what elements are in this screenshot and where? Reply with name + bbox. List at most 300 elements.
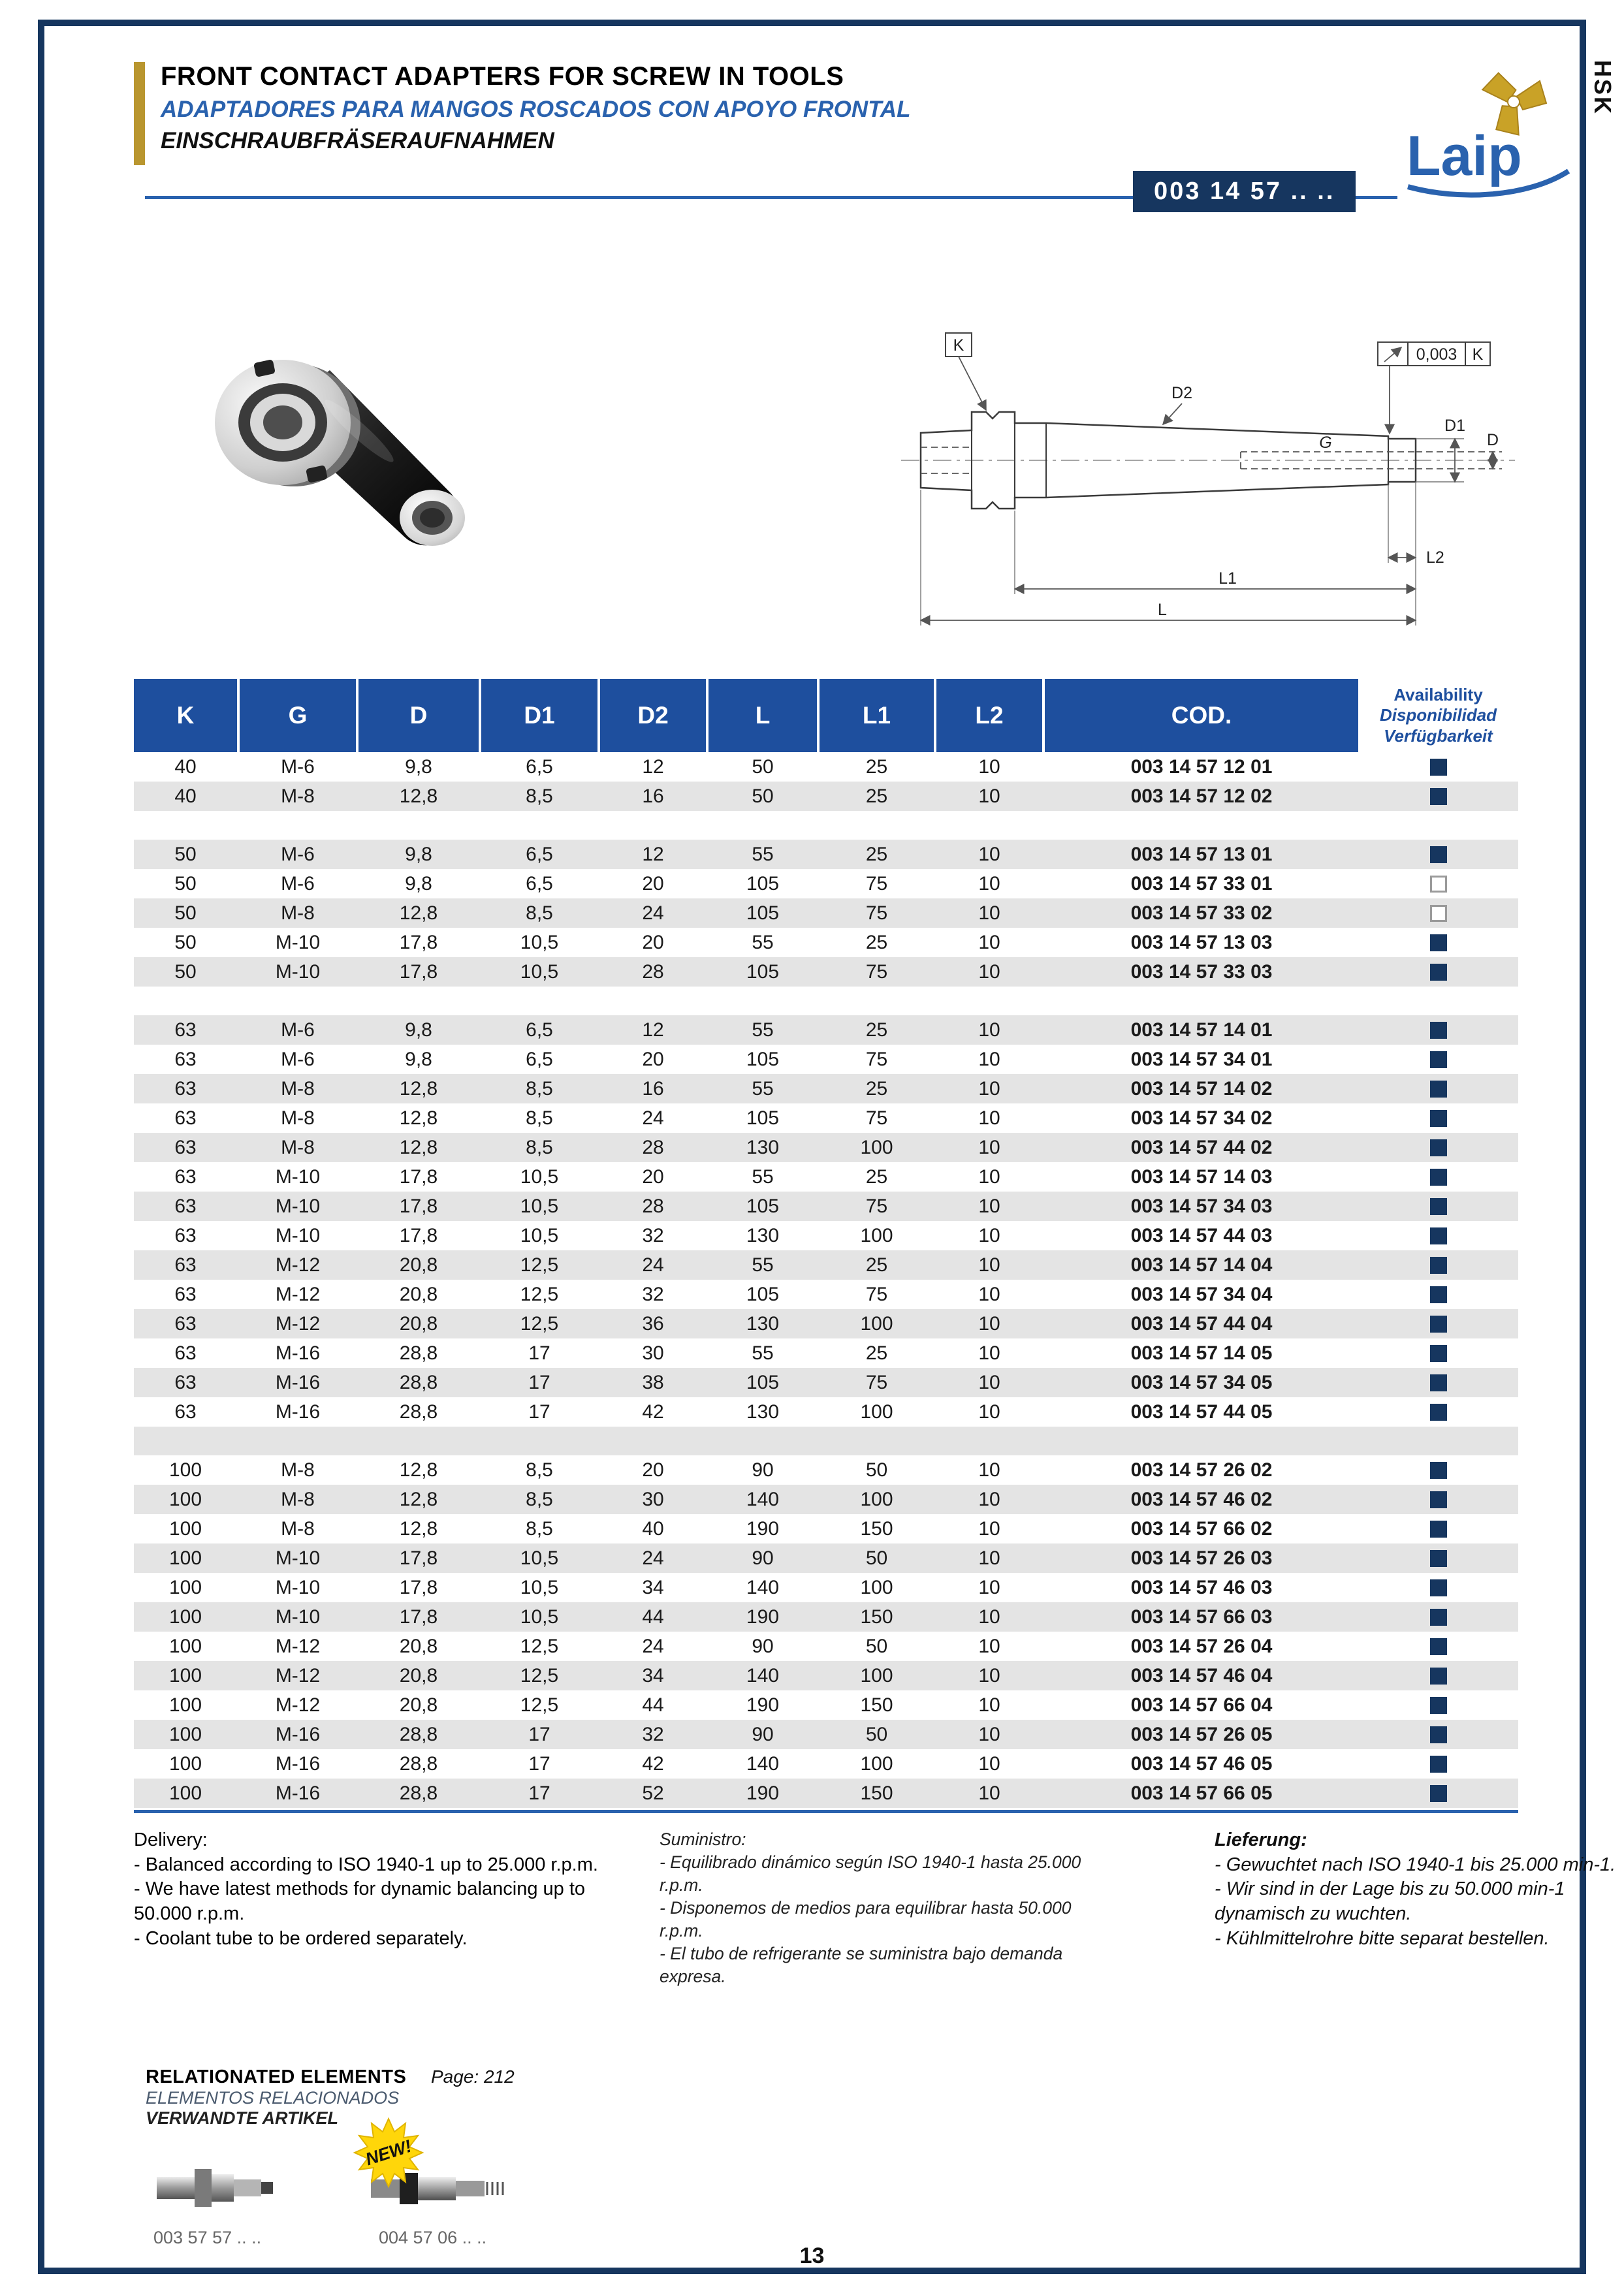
cell-l: 140 — [746, 1488, 780, 1510]
cell-d: 17,8 — [399, 1606, 438, 1628]
cell-availability — [1361, 1227, 1516, 1244]
cell-d2: 12 — [642, 1019, 664, 1041]
cell-l: 55 — [752, 1342, 774, 1364]
cell-cod: 003 14 57 66 04 — [1130, 1694, 1273, 1716]
availability-filled-icon — [1430, 759, 1447, 776]
cell-l2: 10 — [978, 1107, 1000, 1129]
cell-d2: 32 — [642, 1723, 664, 1745]
table-row — [134, 1485, 1518, 1514]
table-bottom-rule — [134, 1810, 1518, 1813]
cell-d1: 17 — [528, 1723, 550, 1745]
availability-filled-icon — [1430, 1257, 1447, 1274]
notes-en-heading: Delivery: — [134, 1829, 208, 1850]
col-header-l: L — [709, 679, 817, 752]
table-header-row — [134, 679, 1518, 752]
cell-d: 12,8 — [399, 1459, 438, 1481]
cell-l1: 75 — [865, 902, 888, 924]
cell-g: M-6 — [281, 755, 315, 778]
cell-l: 105 — [746, 1195, 780, 1217]
cell-l2: 10 — [978, 1371, 1000, 1393]
cell-k: 63 — [174, 1401, 197, 1423]
cell-d: 9,8 — [405, 843, 432, 865]
brand-logo — [1397, 65, 1577, 209]
cell-d1: 10,5 — [520, 1576, 559, 1598]
cell-l: 55 — [752, 1077, 774, 1100]
cell-availability — [1361, 1609, 1516, 1626]
cell-l: 190 — [746, 1694, 780, 1716]
cell-d: 28,8 — [399, 1342, 438, 1364]
cell-cod: 003 14 57 12 01 — [1130, 755, 1273, 778]
table-row — [134, 928, 1518, 957]
cell-l1: 25 — [865, 755, 888, 778]
cell-cod: 003 14 57 13 03 — [1130, 931, 1273, 953]
cell-l2: 10 — [978, 1488, 1000, 1510]
cell-availability — [1361, 1257, 1516, 1274]
table-row — [134, 1192, 1518, 1221]
cell-availability — [1361, 1785, 1516, 1802]
label-l: L — [1158, 601, 1167, 619]
availability-filled-icon — [1430, 1374, 1447, 1391]
cell-l2: 10 — [978, 1664, 1000, 1686]
table-row — [134, 1455, 1518, 1485]
availability-filled-icon — [1430, 846, 1447, 863]
cell-l2: 10 — [978, 931, 1000, 953]
cell-l1: 75 — [865, 1283, 888, 1305]
related-item-code-1: 003 57 57 .. .. — [153, 2228, 262, 2247]
cell-l1: 25 — [865, 843, 888, 865]
cell-g: M-10 — [275, 931, 321, 953]
cell-d: 12,8 — [399, 1517, 438, 1540]
notes-en-item: - We have latest methods for dynamic balancing up to 50.000 r.p.m. — [134, 1878, 586, 1925]
cell-d1: 17 — [528, 1752, 550, 1775]
cell-d2: 34 — [642, 1576, 664, 1598]
notes-de-item: - Wir sind in der Lage bis zu 50.000 min-1 dynamisch zu wuchten. — [1215, 1878, 1565, 1925]
cell-d1: 8,5 — [526, 1517, 553, 1540]
cell-cod: 003 14 57 66 03 — [1130, 1606, 1273, 1628]
label-d2: D2 — [1171, 384, 1192, 402]
cell-l: 105 — [746, 1048, 780, 1070]
availability-filled-icon — [1430, 1227, 1447, 1244]
cell-d1: 8,5 — [526, 902, 553, 924]
cell-d1: 17 — [528, 1401, 550, 1423]
cell-l2: 10 — [978, 1517, 1000, 1540]
cell-d2: 28 — [642, 1195, 664, 1217]
table-row — [134, 1779, 1518, 1808]
table-row — [134, 1338, 1518, 1368]
cell-l1: 75 — [865, 960, 888, 983]
cell-k: 100 — [168, 1606, 202, 1628]
table-row — [134, 1632, 1518, 1661]
cell-l: 90 — [752, 1723, 774, 1745]
table-row — [134, 1074, 1518, 1103]
cell-cod: 003 14 57 46 05 — [1130, 1752, 1273, 1775]
cell-d1: 12,5 — [520, 1664, 559, 1686]
cell-d: 20,8 — [399, 1312, 438, 1335]
cell-g: M-12 — [275, 1635, 321, 1657]
cell-k: 63 — [174, 1312, 197, 1335]
availability-filled-icon — [1430, 1110, 1447, 1127]
cell-d2: 38 — [642, 1371, 664, 1393]
tolerance-datum: K — [1472, 345, 1484, 364]
cell-cod: 003 14 57 34 05 — [1130, 1371, 1273, 1393]
label-l1: L1 — [1218, 569, 1237, 588]
cell-l: 105 — [746, 1371, 780, 1393]
cell-d1: 8,5 — [526, 785, 553, 807]
table-spacer-row — [134, 811, 1518, 840]
cell-k: 63 — [174, 1195, 197, 1217]
cell-l: 105 — [746, 1283, 780, 1305]
cell-g: M-8 — [281, 1517, 315, 1540]
table-row — [134, 869, 1518, 898]
cell-d2: 40 — [642, 1517, 664, 1540]
cell-l1: 100 — [860, 1401, 893, 1423]
cell-cod: 003 14 57 34 03 — [1130, 1195, 1273, 1217]
cell-k: 63 — [174, 1107, 197, 1129]
cell-d: 20,8 — [399, 1664, 438, 1686]
cell-g: M-16 — [275, 1752, 321, 1775]
cell-k: 50 — [174, 960, 197, 983]
cell-d1: 10,5 — [520, 960, 559, 983]
col-header-availability — [1361, 679, 1516, 752]
cell-availability — [1361, 1345, 1516, 1362]
cell-availability — [1361, 1110, 1516, 1127]
cell-l: 130 — [746, 1401, 780, 1423]
cell-g: M-10 — [275, 1224, 321, 1246]
cell-l2: 10 — [978, 1459, 1000, 1481]
cell-l: 105 — [746, 902, 780, 924]
cell-d1: 8,5 — [526, 1107, 553, 1129]
cell-g: M-12 — [275, 1283, 321, 1305]
cell-d1: 12,5 — [520, 1694, 559, 1716]
cell-cod: 003 14 57 14 01 — [1130, 1019, 1273, 1041]
cell-availability — [1361, 759, 1516, 776]
related-product-photo-1 — [150, 2155, 281, 2220]
cell-d1: 10,5 — [520, 1606, 559, 1628]
cell-l2: 10 — [978, 1606, 1000, 1628]
cell-l2: 10 — [978, 1136, 1000, 1158]
technical-drawing — [875, 294, 1528, 646]
cell-d1: 8,5 — [526, 1488, 553, 1510]
cell-l: 130 — [746, 1224, 780, 1246]
cell-l2: 10 — [978, 1283, 1000, 1305]
cell-availability — [1361, 1139, 1516, 1156]
cell-d2: 20 — [642, 1459, 664, 1481]
cell-d: 17,8 — [399, 931, 438, 953]
cell-l: 55 — [752, 931, 774, 953]
cell-d: 12,8 — [399, 902, 438, 924]
tolerance-value: 0,003 — [1416, 345, 1457, 364]
cell-d2: 52 — [642, 1782, 664, 1804]
cell-d2: 44 — [642, 1694, 664, 1716]
notes-en-item: - Balanced according to ISO 1940-1 up to 25.000 r.p.m. — [134, 1854, 598, 1875]
runout-tolerance-box — [1378, 342, 1490, 434]
cell-k: 63 — [174, 1371, 197, 1393]
cell-d1: 6,5 — [526, 755, 553, 778]
table-row — [134, 1661, 1518, 1690]
cell-g: M-8 — [281, 1459, 315, 1481]
cell-availability — [1361, 1521, 1516, 1538]
cell-k: 63 — [174, 1136, 197, 1158]
cell-d: 28,8 — [399, 1723, 438, 1745]
cell-l1: 50 — [865, 1547, 888, 1569]
availability-filled-icon — [1430, 1198, 1447, 1215]
availability-header-en: Availability — [1393, 685, 1483, 705]
cell-l1: 75 — [865, 1107, 888, 1129]
availability-filled-icon — [1430, 1169, 1447, 1186]
availability-filled-icon — [1430, 1579, 1447, 1596]
product-photo — [189, 330, 503, 604]
cell-l: 140 — [746, 1664, 780, 1686]
cell-l1: 25 — [865, 1342, 888, 1364]
cell-availability — [1361, 1697, 1516, 1714]
page-header — [134, 62, 911, 165]
cell-cod: 003 14 57 46 03 — [1130, 1576, 1273, 1598]
cell-d2: 16 — [642, 785, 664, 807]
cell-l: 90 — [752, 1547, 774, 1569]
cell-d1: 6,5 — [526, 1019, 553, 1041]
cell-cod: 003 14 57 26 03 — [1130, 1547, 1273, 1569]
col-header-g: G — [240, 679, 356, 752]
notes-es-item: - El tubo de refrigerante se suministra bajo demanda expresa. — [660, 1943, 1063, 1986]
cell-g: M-6 — [281, 1019, 315, 1041]
page-title-de: EINSCHRAUBFRÄSERAUFNAHMEN — [161, 128, 554, 153]
cell-g: M-16 — [275, 1782, 321, 1804]
cell-k: 63 — [174, 1254, 197, 1276]
cell-cod: 003 14 57 66 02 — [1130, 1517, 1273, 1540]
cell-d: 20,8 — [399, 1254, 438, 1276]
cell-k: 100 — [168, 1517, 202, 1540]
table-row — [134, 1397, 1518, 1427]
cell-l1: 25 — [865, 1254, 888, 1276]
cell-availability — [1361, 1169, 1516, 1186]
cell-d: 12,8 — [399, 785, 438, 807]
cell-g: M-6 — [281, 872, 315, 894]
cell-d2: 24 — [642, 1254, 664, 1276]
table-row — [134, 1720, 1518, 1749]
cell-d2: 16 — [642, 1077, 664, 1100]
cell-d2: 20 — [642, 931, 664, 953]
availability-filled-icon — [1430, 1022, 1447, 1039]
cell-l2: 10 — [978, 1723, 1000, 1745]
notes-es-item: - Disponemos de medios para equilibrar hasta 50.000 r.p.m. — [660, 1897, 1072, 1940]
cell-d2: 24 — [642, 1547, 664, 1569]
related-heading-es: ELEMENTOS RELACIONADOS — [146, 2088, 400, 2108]
cell-availability — [1361, 1374, 1516, 1391]
cell-l1: 100 — [860, 1224, 893, 1246]
cell-l: 105 — [746, 960, 780, 983]
cell-l2: 10 — [978, 872, 1000, 894]
cell-k: 100 — [168, 1459, 202, 1481]
cell-d: 12,8 — [399, 1077, 438, 1100]
cell-l1: 100 — [860, 1576, 893, 1598]
table-row — [134, 1162, 1518, 1192]
cell-l2: 10 — [978, 1048, 1000, 1070]
series-label-hsk: HSK — [1589, 60, 1616, 116]
cell-d2: 12 — [642, 843, 664, 865]
col-header-l2: L2 — [936, 679, 1042, 752]
cell-d1: 12,5 — [520, 1283, 559, 1305]
col-header-k: K — [134, 679, 237, 752]
cell-d1: 6,5 — [526, 872, 553, 894]
cell-l2: 10 — [978, 1576, 1000, 1598]
table-row — [134, 1309, 1518, 1338]
cell-l1: 100 — [860, 1312, 893, 1335]
cell-g: M-8 — [281, 1488, 315, 1510]
cell-cod: 003 14 57 26 04 — [1130, 1635, 1273, 1657]
cell-d1: 8,5 — [526, 1077, 553, 1100]
notes-en-item: - Coolant tube to be ordered separately. — [134, 1927, 468, 1949]
availability-filled-icon — [1430, 1609, 1447, 1626]
cell-d1: 17 — [528, 1342, 550, 1364]
cell-l2: 10 — [978, 1312, 1000, 1335]
cell-d2: 24 — [642, 902, 664, 924]
cell-d1: 10,5 — [520, 1165, 559, 1188]
cell-l1: 25 — [865, 1077, 888, 1100]
cell-d: 9,8 — [405, 755, 432, 778]
table-row — [134, 1221, 1518, 1250]
notes-es-heading: Suministro: — [660, 1829, 746, 1849]
cell-cod: 003 14 57 66 05 — [1130, 1782, 1273, 1804]
cell-g: M-8 — [281, 902, 315, 924]
cell-availability — [1361, 964, 1516, 981]
cell-k: 40 — [174, 755, 197, 778]
cell-d: 28,8 — [399, 1782, 438, 1804]
notes-de-item: - Kühlmittelrohre bitte separat bestellen. — [1215, 1927, 1550, 1949]
cell-availability — [1361, 1638, 1516, 1655]
cell-k: 100 — [168, 1782, 202, 1804]
cell-d2: 42 — [642, 1401, 664, 1423]
brand-logo-text: Laip — [1407, 125, 1522, 187]
col-header-cod: COD. — [1045, 679, 1358, 752]
cell-k: 100 — [168, 1576, 202, 1598]
new-badge-label: NEW! — [363, 2136, 414, 2170]
cell-availability — [1361, 1462, 1516, 1479]
cell-g: M-6 — [281, 1048, 315, 1070]
cell-k: 100 — [168, 1635, 202, 1657]
cell-d: 28,8 — [399, 1401, 438, 1423]
availability-filled-icon — [1430, 1521, 1447, 1538]
table-row — [134, 1133, 1518, 1162]
cell-d: 20,8 — [399, 1283, 438, 1305]
cell-d: 9,8 — [405, 1048, 432, 1070]
cell-d1: 12,5 — [520, 1312, 559, 1335]
cell-l: 105 — [746, 872, 780, 894]
cell-cod: 003 14 57 14 05 — [1130, 1342, 1273, 1364]
brand-logo-graphic — [1397, 65, 1577, 206]
availability-empty-icon — [1430, 905, 1447, 922]
cell-cod: 003 14 57 33 03 — [1130, 960, 1273, 983]
cell-l2: 10 — [978, 1752, 1000, 1775]
cell-l2: 10 — [978, 1401, 1000, 1423]
notes-de-item: - Gewuchtet nach ISO 1940-1 bis 25.000 min-1. — [1215, 1854, 1616, 1875]
cell-d1: 6,5 — [526, 1048, 553, 1070]
availability-filled-icon — [1430, 1756, 1447, 1773]
cell-d: 12,8 — [399, 1488, 438, 1510]
cell-d2: 28 — [642, 960, 664, 983]
availability-filled-icon — [1430, 1051, 1447, 1068]
cell-d2: 44 — [642, 1606, 664, 1628]
cell-cod: 003 14 57 44 04 — [1130, 1312, 1273, 1335]
cell-d1: 10,5 — [520, 1547, 559, 1569]
cell-g: M-8 — [281, 1107, 315, 1129]
cell-l: 140 — [746, 1576, 780, 1598]
cell-d: 28,8 — [399, 1371, 438, 1393]
cell-availability — [1361, 1756, 1516, 1773]
cell-d: 17,8 — [399, 1576, 438, 1598]
cell-k: 100 — [168, 1694, 202, 1716]
cell-l: 90 — [752, 1635, 774, 1657]
cell-cod: 003 14 57 46 02 — [1130, 1488, 1273, 1510]
cell-l1: 75 — [865, 872, 888, 894]
cell-g: M-12 — [275, 1312, 321, 1335]
cell-l2: 10 — [978, 1694, 1000, 1716]
cell-d1: 12,5 — [520, 1254, 559, 1276]
cell-availability — [1361, 1404, 1516, 1421]
cell-d2: 24 — [642, 1635, 664, 1657]
cell-availability — [1361, 846, 1516, 863]
cell-k: 63 — [174, 1165, 197, 1188]
cell-d: 20,8 — [399, 1635, 438, 1657]
cell-k: 63 — [174, 1283, 197, 1305]
cell-l1: 150 — [860, 1782, 893, 1804]
cell-g: M-12 — [275, 1254, 321, 1276]
cell-g: M-16 — [275, 1401, 321, 1423]
table-row — [134, 752, 1518, 782]
availability-header-es: Disponibilidad — [1379, 705, 1497, 725]
cell-k: 63 — [174, 1077, 197, 1100]
cell-l1: 100 — [860, 1752, 893, 1775]
table-body — [134, 752, 1518, 1808]
notes-es-item: - Equilibrado dinámico según ISO 1940-1 hasta 25.000 r.p.m. — [660, 1852, 1081, 1895]
table-row — [134, 1250, 1518, 1280]
cell-cod: 003 14 57 44 05 — [1130, 1401, 1273, 1423]
cell-g: M-10 — [275, 1576, 321, 1598]
table-row — [134, 1514, 1518, 1543]
cell-g: M-10 — [275, 960, 321, 983]
availability-filled-icon — [1430, 1550, 1447, 1567]
cell-l2: 10 — [978, 1224, 1000, 1246]
cell-g: M-12 — [275, 1694, 321, 1716]
new-starburst-badge — [353, 2117, 424, 2189]
cell-d2: 42 — [642, 1752, 664, 1775]
cell-d2: 20 — [642, 872, 664, 894]
cell-availability — [1361, 1081, 1516, 1098]
label-l2: L2 — [1426, 548, 1444, 567]
cell-availability — [1361, 934, 1516, 951]
label-g: G — [1319, 434, 1332, 452]
cell-l2: 10 — [978, 960, 1000, 983]
cell-d: 12,8 — [399, 1107, 438, 1129]
cell-d2: 20 — [642, 1165, 664, 1188]
cell-l: 130 — [746, 1312, 780, 1335]
availability-filled-icon — [1430, 1785, 1447, 1802]
cell-cod: 003 14 57 34 02 — [1130, 1107, 1273, 1129]
cell-cod: 003 14 57 26 05 — [1130, 1723, 1273, 1745]
cell-d2: 32 — [642, 1224, 664, 1246]
cell-d: 12,8 — [399, 1136, 438, 1158]
cell-g: M-8 — [281, 1077, 315, 1100]
cell-l: 190 — [746, 1517, 780, 1540]
cell-g: M-10 — [275, 1547, 321, 1569]
cell-g: M-16 — [275, 1342, 321, 1364]
cell-l2: 10 — [978, 843, 1000, 865]
related-heading-en: RELATIONATED ELEMENTS — [146, 2066, 407, 2087]
product-code-badge: 003 14 57 .. .. — [1133, 171, 1356, 212]
cell-g: M-10 — [275, 1165, 321, 1188]
cell-l2: 10 — [978, 1077, 1000, 1100]
cell-l1: 100 — [860, 1136, 893, 1158]
cell-d2: 30 — [642, 1488, 664, 1510]
